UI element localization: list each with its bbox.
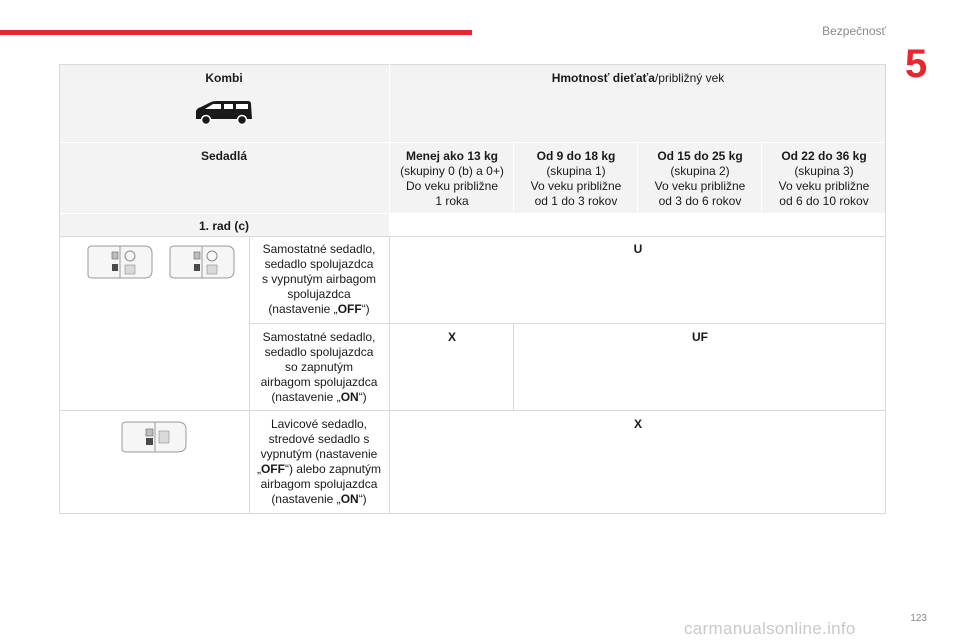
seat-desc-bench: Lavicové sedadlo, stredové sedadlo s vypnutým (nastavenie „OFF“) alebo zapnutým airbagom spolujazdca (nastavenie „ON“) — [256, 417, 382, 506]
value-single-on-group0: X — [447, 330, 456, 344]
bench-seat-layout-icon — [119, 420, 191, 454]
section-title: Bezpečnosť — [822, 24, 886, 38]
seats-heading: Sedadlá — [200, 149, 248, 163]
value-bench: X — [633, 417, 642, 431]
vehicle-type-label: Kombi — [205, 71, 243, 85]
value-single-off: U — [633, 242, 643, 256]
value-single-on-groups123: UF — [692, 330, 708, 344]
group-0-heading: Menej ako 13 kg (skupiny 0 (b) a 0+) Do veku približne 1 roka — [400, 149, 504, 208]
two-seat-layout-icon — [84, 243, 238, 281]
page-number: 123 — [910, 613, 927, 624]
group-1-heading: Od 9 do 18 kg (skupina 1) Vo veku približne od 1 do 3 rokov — [530, 149, 622, 208]
row-label: 1. rad (c) — [198, 219, 249, 233]
top-accent-bar — [0, 30, 472, 35]
watermark: carmanualsonline.info — [684, 619, 856, 638]
chapter-number: 5 — [905, 42, 928, 86]
group-3-heading: Od 22 do 36 kg (skupina 3) Vo veku približne od 6 do 10 rokov — [778, 149, 870, 208]
seat-desc-single-on: Samostatné sedadlo, sedadlo spolujazdca so zapnutým airbagom spolujazdca (nastavenie „ON“) — [260, 330, 378, 404]
car-side-icon — [193, 99, 255, 127]
seat-desc-single-off: Samostatné sedadlo, sedadlo spolujazdca s vypnutým airbagom spolujazdca (nastavenie „OFF“) — [261, 242, 377, 316]
group-2-heading: Od 15 do 25 kg (skupina 2) Vo veku približne od 3 do 6 rokov — [654, 149, 746, 208]
child-weight-heading: Hmotnosť dieťaťa/približný vek — [551, 71, 725, 85]
